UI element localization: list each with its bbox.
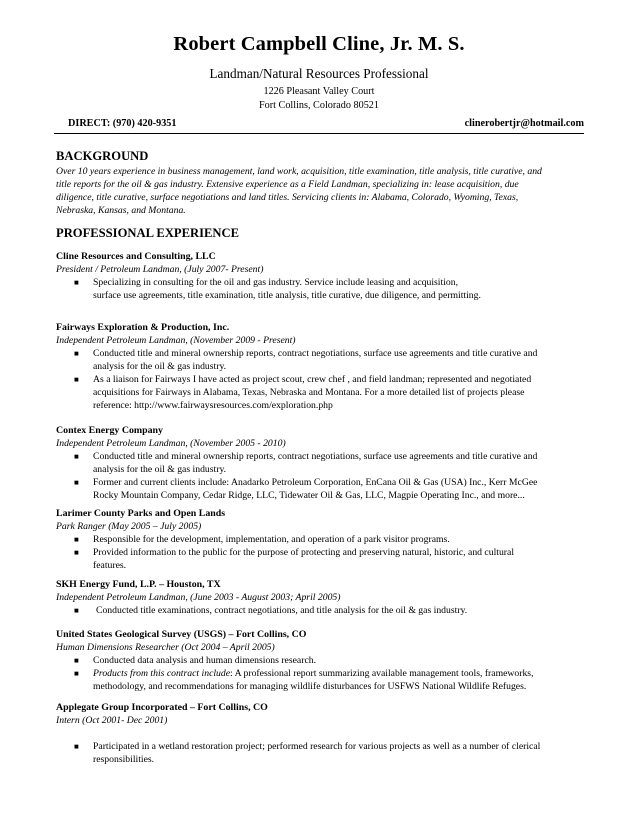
bullet-lead-italic: Products from this contract include bbox=[93, 668, 231, 679]
bullet-icon: ■ bbox=[74, 535, 79, 544]
bullet-line: Conducted title and mineral ownership reports, contract negotiations, surface use agreements and title curative and bbox=[93, 348, 538, 359]
contact-bar bbox=[54, 117, 584, 134]
job-position: Intern (Oct 2001- Dec 2001) bbox=[56, 715, 168, 726]
company-name: SKH Energy Fund, L.P. – Houston, TX bbox=[56, 579, 221, 590]
bullet-line: methodology, and recommendations for managing wildlife disturbances for USFWS National Wildlife Refuges. bbox=[93, 681, 527, 692]
job-bullet bbox=[74, 533, 586, 546]
background-heading: BACKGROUND bbox=[56, 149, 149, 163]
job-bullet bbox=[74, 654, 586, 667]
bullet-line: Conducted data analysis and human dimensions research. bbox=[93, 655, 317, 666]
job-bullet bbox=[74, 546, 586, 572]
background-line: diligence, title curative, surface negotiations and land titles. Servicing clients in: Alabama, Colorado, Wyoming, Texas, bbox=[56, 192, 519, 203]
bullet-line: Former and current clients include: Anadarko Petroleum Corporation, EnCana Oil & Gas (USA) Inc., Kerr McGee bbox=[93, 477, 538, 488]
job-bullet bbox=[74, 347, 586, 373]
direct-phone: DIRECT: (970) 420-9351 bbox=[68, 118, 177, 129]
bullet-line: Specializing in consulting for the oil and gas industry. Service include leasing and acquisition, bbox=[93, 277, 458, 288]
background-line: title reports for the oil & gas industry. Extensive experience as a Field Landman, specializing in: lease acquisition, due bbox=[56, 179, 519, 190]
job-bullet bbox=[74, 450, 586, 476]
bullet-line: Conducted title examinations, contract negotiations, and title analysis for the oil & gas industry. bbox=[96, 605, 468, 616]
bullet-line: Responsible for the development, implementation, and operation of a park visitor programs. bbox=[93, 534, 450, 545]
bullet-line: Participated in a wetland restoration project; performed research for various projects as well as a number of clerical bbox=[93, 741, 541, 752]
bullet-line: Provided information to the public for the purpose of protecting and preserving natural, historic, and cultural bbox=[93, 547, 515, 558]
job-bullet bbox=[74, 373, 586, 412]
company-name: United States Geological Survey (USGS) – Fort Collins, CO bbox=[56, 629, 307, 640]
bullet-line: features. bbox=[93, 560, 127, 571]
job-position: Park Ranger (May 2005 – July 2005) bbox=[56, 521, 202, 532]
bullet-line: Conducted title and mineral ownership reports, contract negotiations, surface use agreements and title curative and bbox=[93, 451, 538, 462]
bullet-icon: ■ bbox=[74, 452, 79, 461]
address-street: 1226 Pleasant Valley Court bbox=[263, 86, 375, 97]
bullet-icon: ■ bbox=[74, 548, 79, 557]
company-name: Cline Resources and Consulting, LLC bbox=[56, 251, 216, 262]
job-bullet bbox=[74, 476, 586, 502]
experience-heading: PROFESSIONAL EXPERIENCE bbox=[56, 226, 239, 240]
bullet-line: surface use agreements, title examination, title analysis, title curative, due diligence, and permitting. bbox=[93, 290, 481, 301]
job-position: Independent Petroleum Landman, (June 2003 - August 2003; April 2005) bbox=[56, 592, 341, 603]
professional-title: Landman/Natural Resources Professional bbox=[209, 66, 429, 81]
bullet-icon: ■ bbox=[74, 669, 79, 678]
background-line: Over 10 years experience in business management, land work, acquisition, title examination, title analysis, title curative, and bbox=[56, 166, 542, 177]
bullet-line: responsibilities. bbox=[93, 754, 155, 765]
bullet-icon: ■ bbox=[74, 742, 79, 751]
fairways-projects-link[interactable]: reference: http://www.fairwaysresources.com/exploration.php bbox=[93, 400, 333, 411]
company-name: Applegate Group Incorporated – Fort Collins, CO bbox=[56, 702, 268, 713]
bullet-icon: ■ bbox=[74, 375, 79, 384]
job-bullet bbox=[74, 667, 586, 693]
bullet-icon: ■ bbox=[74, 606, 79, 615]
bullet-line: analysis for the oil & gas industry. bbox=[93, 361, 227, 372]
job-bullet bbox=[74, 276, 586, 302]
email-address[interactable]: clinerobertjr@hotmail.com bbox=[464, 118, 584, 129]
job-position: President / Petroleum Landman, (July 2007- Present) bbox=[56, 264, 264, 275]
bullet-icon: ■ bbox=[74, 478, 79, 487]
candidate-name: Robert Campbell Cline, Jr. M. S. bbox=[173, 33, 465, 55]
job-position: Human Dimensions Researcher (Oct 2004 – April 2005) bbox=[56, 642, 275, 653]
job-bullet bbox=[74, 604, 586, 617]
background-line: Nebraska, Kansas, and Montana. bbox=[56, 205, 186, 216]
bullet-line: Rocky Mountain Company, Cedar Ridge, LLC, Tidewater Oil & Gas, LLC, Magpie Operating Inc., and more... bbox=[93, 490, 525, 501]
job-position: Independent Petroleum Landman, (November 2005 - 2010) bbox=[56, 438, 286, 449]
job-position: Independent Petroleum Landman, (November 2009 - Present) bbox=[56, 335, 296, 346]
bullet-icon: ■ bbox=[74, 349, 79, 358]
bullet-line: As a liaison for Fairways I have acted as project scout, crew chef , and field landman; represented and negotiated bbox=[93, 374, 532, 385]
bullet-icon: ■ bbox=[74, 656, 79, 665]
company-name: Contex Energy Company bbox=[56, 425, 163, 436]
bullet-icon: ■ bbox=[74, 278, 79, 287]
company-name: Fairways Exploration & Production, Inc. bbox=[56, 322, 230, 333]
bullet-line: acquisitions for Fairways in Alabama, Texas, Nebraska and Montana. For a more detailed list of projects please bbox=[93, 387, 525, 398]
bullet-line: analysis for the oil & gas industry. bbox=[93, 464, 227, 475]
company-name: Larimer County Parks and Open Lands bbox=[56, 508, 226, 519]
bullet-lead-rest: : A professional report summarizing available management tools, frameworks, bbox=[230, 668, 534, 679]
address-city: Fort Collins, Colorado 80521 bbox=[259, 100, 379, 111]
bullet-line bbox=[93, 667, 586, 680]
job-bullet bbox=[74, 740, 586, 766]
